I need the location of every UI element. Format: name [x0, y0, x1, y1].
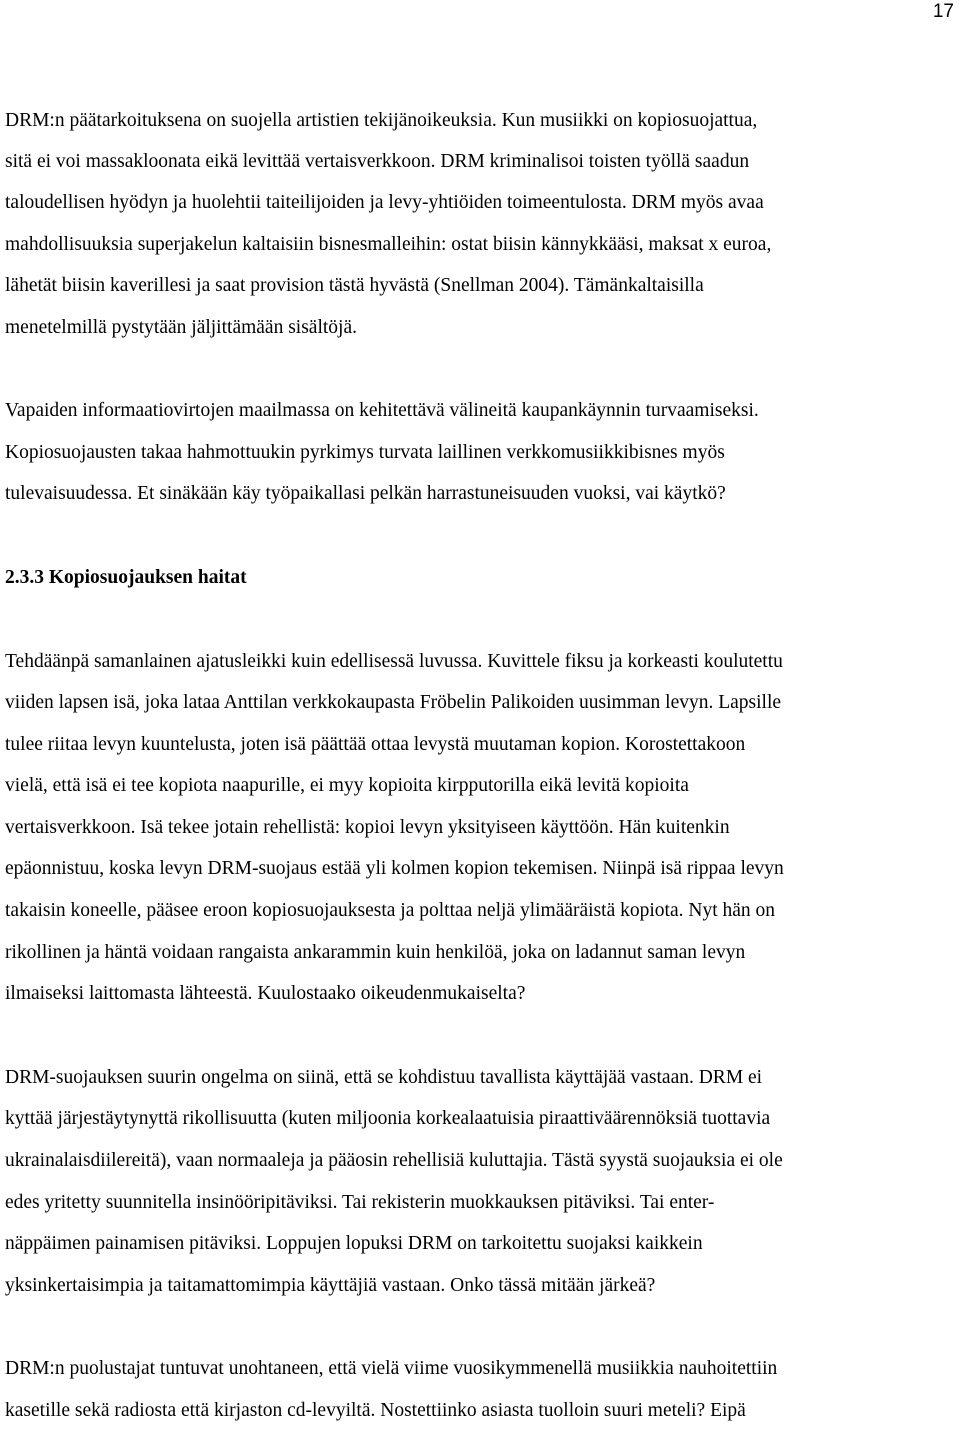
paragraph-line: kasetille sekä radiosta että kirjaston cd-levyiltä. Nostettiinko asiasta tuolloin suuri meteli? Eipä [5, 1400, 746, 1421]
paragraph-line: takaisin koneelle, pääsee eroon kopiosuojauksesta ja polttaa neljä ylimääräistä kopiota. Nyt hän on [5, 900, 776, 921]
paragraph-line: ilmaiseksi laittomasta lähteestä. Kuulostaako oikeudenmukaiselta? [5, 983, 526, 1004]
paragraph-line: DRM-suojauksen suurin ongelma on siinä, että se kohdistuu tavallista käyttäjää vastaan. DRM ei [5, 1067, 763, 1088]
paragraph-line: DRM:n puolustajat tuntuvat unohtaneen, että vielä viime vuosikymmenellä musiikkia nauhoitettiin [5, 1358, 778, 1379]
paragraph-line: DRM:n päätarkoituksena on suojella artistien tekijänoikeuksia. Kun musiikki on kopiosuojattua, [5, 110, 758, 131]
paragraph-line: sitä ei voi massakloonata eikä levittää vertaisverkkoon. DRM kriminalisoi toisten työllä saadun [5, 151, 750, 172]
paragraph-line: edes yritetty suunnitella insinööripitäviksi. Tai rekisterin muokkauksen pitäviksi. Tai enter- [5, 1192, 715, 1213]
paragraph-line: menetelmillä pystytään jäljittämään sisältöjä. [5, 317, 357, 338]
paragraph-line: vertaisverkkoon. Isä tekee jotain rehellistä: kopioi levyn yksityiseen käyttöön. Hän kuitenkin [5, 817, 730, 838]
page-number: 17 [932, 1, 954, 22]
paragraph-line: mahdollisuuksia superjakelun kaltaisiin bisnesmalleihin: ostat biisin kännykkääsi, maksat x euroa, [5, 234, 772, 255]
paragraph-line: Tehdäänpä samanlainen ajatusleikki kuin edellisessä luvussa. Kuvittele fiksu ja korkeasti koulutettu [5, 651, 783, 672]
paragraph-line: yksinkertaisimpia ja taitamattomimpia käyttäjiä vastaan. Onko tässä mitään järkeä? [5, 1275, 656, 1296]
paragraph-line: tulevaisuudessa. Et sinäkään käy työpaikallasi pelkän harrastuneisuuden vuoksi, vai käytkö? [5, 483, 726, 504]
paragraph-line: viiden lapsen isä, joka lataa Anttilan verkkokaupasta Fröbelin Palikoiden uusimman levyn. Lapsille [5, 692, 782, 713]
paragraph-line: tulee riitaa levyn kuuntelusta, joten isä päättää ottaa levystä muutaman kopion. Korostettakoon [5, 734, 746, 755]
paragraph-line: vielä, että isä ei tee kopiota naapurille, ei myy kopioita kirpputorilla eikä levitä kopioita [5, 775, 689, 796]
paragraph-line: epäonnistuu, koska levyn DRM-suojaus estää yli kolmen kopion tekemisen. Niinpä isä rippaa levyn [5, 858, 784, 879]
paragraph-line: Vapaiden informaatiovirtojen maailmassa on kehitettävä välineitä kaupankäynnin turvaamiseksi. [5, 400, 759, 421]
paragraph-line: näppäimen painamisen pitäviksi. Loppujen lopuksi DRM on tarkoitettu suojaksi kaikkein [5, 1233, 703, 1254]
paragraph-line: kyttää järjestäytynyttä rikollisuutta (kuten miljoonia korkealaatuisia piraattiväärennöksiä tuottavia [5, 1108, 771, 1129]
paragraph-line: rikollinen ja häntä voidaan rangaista ankarammin kuin henkilöä, joka on ladannut saman levyn [5, 942, 746, 963]
paragraph-line: ukrainalaisdiilereitä), vaan normaaleja ja pääosin rehellisiä kuluttajia. Tästä syystä suojauksia ei ole [5, 1150, 783, 1171]
section-heading: 2.3.3 Kopiosuojauksen haitat [5, 567, 247, 588]
paragraph-line: taloudellisen hyödyn ja huolehtii taiteilijoiden ja levy-yhtiöiden toimeentulosta. DRM myös avaa [5, 192, 764, 213]
paragraph-line: lähetät biisin kaverillesi ja saat provision tästä hyvästä (Snellman 2004). Tämänkaltaisilla [5, 275, 704, 296]
paragraph-line: Kopiosuojausten takaa hahmottuukin pyrkimys turvata laillinen verkkomusiikkibisnes myös [5, 442, 725, 463]
